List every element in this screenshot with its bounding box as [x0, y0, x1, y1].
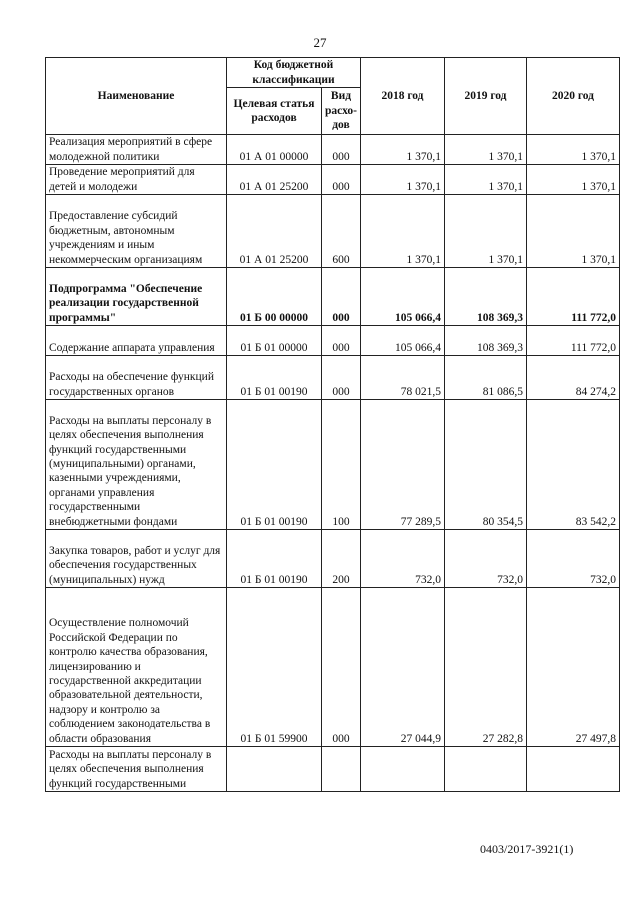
table-row — [46, 588, 620, 747]
row-2020-cell: 83 542,2 — [526, 400, 619, 530]
table-body — [46, 135, 620, 792]
row-expense-type-cell: 600 — [322, 195, 361, 268]
row-2018-cell: 1 370,1 — [360, 195, 444, 268]
row-name-cell: Расходы на обеспечение функций государственных органов — [46, 356, 227, 400]
row-2020-cell — [526, 747, 619, 792]
row-name-cell: Реализация мероприятий в сфере молодежной политики — [46, 135, 227, 165]
table-row — [46, 165, 620, 195]
row-code-cell: 01 Б 01 00000 — [227, 326, 322, 356]
row-expense-type-cell: 000 — [322, 165, 361, 195]
row-expense-type-cell — [322, 747, 361, 792]
row-2020-cell: 111 772,0 — [526, 326, 619, 356]
row-2018-cell: 78 021,5 — [360, 356, 444, 400]
row-code-cell — [227, 747, 322, 792]
row-name-cell: Предоставление субсидий бюджетным, автономным учреждениям и иным некоммерческим организациям — [46, 195, 227, 268]
header-2019: 2019 год — [444, 58, 526, 135]
header-target-article: Целевая статья расходов — [227, 88, 322, 135]
row-2018-cell: 732,0 — [360, 530, 444, 588]
row-2018-cell: 105 066,4 — [360, 268, 444, 326]
table-row — [46, 195, 620, 268]
row-2020-cell: 732,0 — [526, 530, 619, 588]
row-code-cell: 01 Б 01 00190 — [227, 356, 322, 400]
row-2020-cell: 1 370,1 — [526, 165, 619, 195]
row-2018-cell — [360, 747, 444, 792]
row-expense-type-cell: 000 — [322, 268, 361, 326]
row-2019-cell: 108 369,3 — [444, 326, 526, 356]
row-2020-cell: 1 370,1 — [526, 195, 619, 268]
row-expense-type-cell: 000 — [322, 356, 361, 400]
table-row — [46, 400, 620, 530]
row-code-cell: 01 Б 01 59900 — [227, 588, 322, 747]
row-2020-cell: 1 370,1 — [526, 135, 619, 165]
row-expense-type-cell: 000 — [322, 326, 361, 356]
row-2019-cell: 81 086,5 — [444, 356, 526, 400]
row-2018-cell: 1 370,1 — [360, 135, 444, 165]
row-2019-cell: 732,0 — [444, 530, 526, 588]
row-2019-cell: 1 370,1 — [444, 135, 526, 165]
row-code-cell: 01 А 01 25200 — [227, 195, 322, 268]
row-2020-cell: 27 497,8 — [526, 588, 619, 747]
header-expense-type: Вид расхо-дов — [322, 88, 361, 135]
row-2018-cell: 27 044,9 — [360, 588, 444, 747]
budget-table — [45, 57, 620, 792]
row-2018-cell: 105 066,4 — [360, 326, 444, 356]
row-2019-cell: 80 354,5 — [444, 400, 526, 530]
row-code-cell: 01 А 01 00000 — [227, 135, 322, 165]
row-expense-type-cell: 000 — [322, 135, 361, 165]
row-code-cell: 01 Б 00 00000 — [227, 268, 322, 326]
header-2020: 2020 год — [526, 58, 619, 135]
row-2019-cell: 27 282,8 — [444, 588, 526, 747]
row-code-cell: 01 Б 01 00190 — [227, 530, 322, 588]
row-2020-cell: 84 274,2 — [526, 356, 619, 400]
row-name-cell: Проведение мероприятий для детей и молодежи — [46, 165, 227, 195]
row-expense-type-cell: 100 — [322, 400, 361, 530]
table-row — [46, 135, 620, 165]
row-name-cell: Подпрограмма "Обеспечение реализации государственной программы" — [46, 268, 227, 326]
header-name: Наименование — [46, 58, 227, 135]
document-footer-code: 0403/2017-3921(1) — [480, 842, 574, 856]
row-2018-cell: 1 370,1 — [360, 165, 444, 195]
row-expense-type-cell: 000 — [322, 588, 361, 747]
header-2018: 2018 год — [360, 58, 444, 135]
row-name-cell: Расходы на выплаты персоналу в целях обеспечения выполнения функций государственными (муниципальными) органами, казенными учреждениями, органами управления государственными внебюджетными фондами — [46, 400, 227, 530]
table-row — [46, 356, 620, 400]
row-name-cell: Осуществление полномочий Российской Федерации по контролю качества образования, лицензированию и государственной аккредитации образовательной деятельности, надзору и контролю за соблюдением законодательства в области образования — [46, 588, 227, 747]
row-2018-cell: 77 289,5 — [360, 400, 444, 530]
table-row — [46, 530, 620, 588]
row-2019-cell: 1 370,1 — [444, 165, 526, 195]
row-expense-type-cell: 200 — [322, 530, 361, 588]
row-2019-cell — [444, 747, 526, 792]
row-name-cell: Закупка товаров, работ и услуг для обеспечения государственных (муниципальных) нужд — [46, 530, 227, 588]
table-row — [46, 326, 620, 356]
row-2020-cell: 111 772,0 — [526, 268, 619, 326]
header-budget-code: Код бюджетной классификации — [227, 58, 361, 88]
row-code-cell: 01 Б 01 00190 — [227, 400, 322, 530]
page-number: 27 — [313, 35, 327, 50]
row-name-cell: Содержание аппарата управления — [46, 326, 227, 356]
row-2019-cell: 108 369,3 — [444, 268, 526, 326]
row-name-cell: Расходы на выплаты персоналу в целях обеспечения выполнения функций государственными — [46, 747, 227, 792]
row-code-cell: 01 А 01 25200 — [227, 165, 322, 195]
table-row — [46, 268, 620, 326]
row-2019-cell: 1 370,1 — [444, 195, 526, 268]
table-row — [46, 747, 620, 792]
